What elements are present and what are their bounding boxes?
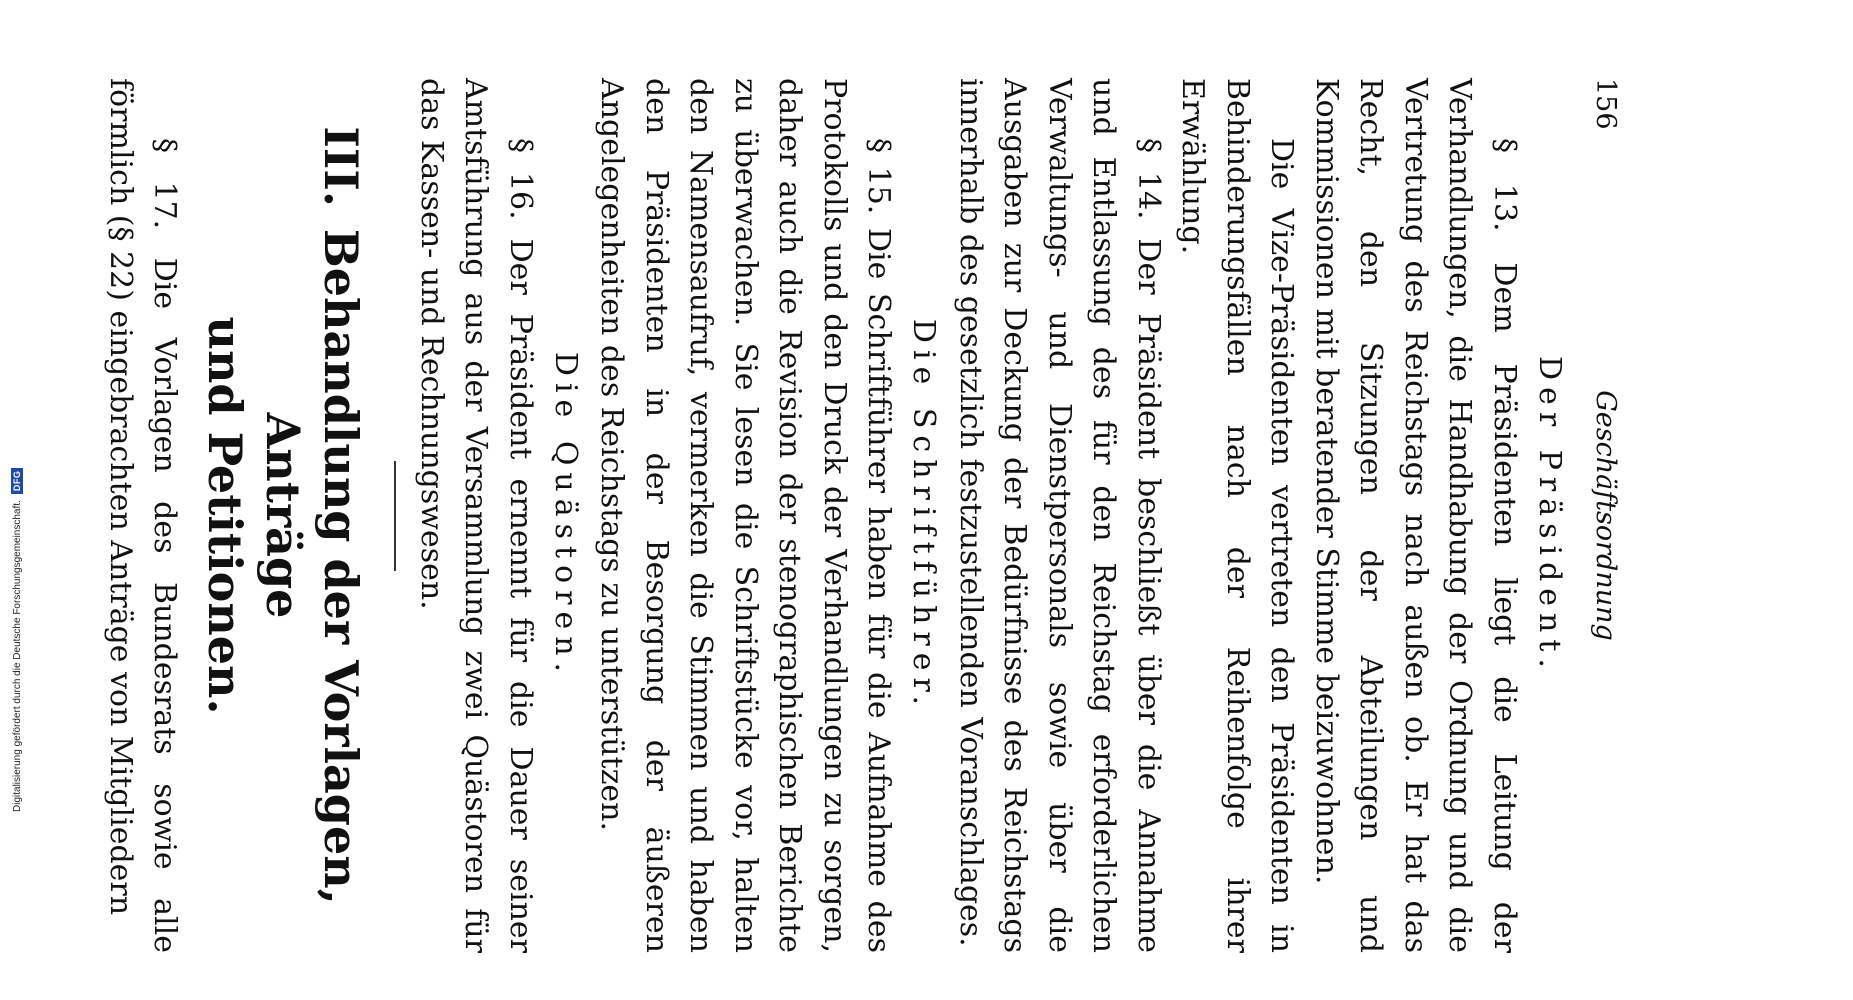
paragraph-15: § 15. Die Schriftführer haben für die Aufnahme des Protokolls und den Druck der Verhandlungen zu sorgen, daher auch die Revision der stenographischen Berichte zu überwachen. Sie lesen die Schriftstücke vor, halten den Namensaufruf, vermerken die Stimmen und haben den Präsidenten in der Besorgung der äußeren Angelegenheiten des Reichstags zu unterstützen. (594, 78, 897, 953)
paragraph-vize-praesidenten: Die Vize-Präsidenten vertreten den Präsidenten in Behinderungsfällen nach der Reihenfolge ihrer Erwählung. (1175, 78, 1300, 953)
paragraph-14: § 14. Der Präsident beschließt über die Annahme und Entlassung des für den Reichstag erforderlichen Verwaltungs- und Dienstpersonals sowie über die Ausgaben zur Deckung der Bedürfnisse des Reichstags innerhalb des gesetzlich festzustellenden Voranschlages. (953, 78, 1166, 953)
page-number: 156 (1590, 78, 1621, 130)
part-title-line-1: Behandlung der Vorlagen, Anträge (256, 228, 369, 905)
book-page (103, 58, 1637, 973)
section-divider (395, 461, 397, 571)
credit-text: Digitalisierung gefördert durch die Deutsche Forschungsgemeinschaft. (11, 500, 23, 812)
paragraph-16: § 16. Der Präsident ernennt für die Dauer seiner Amtsführung aus der Versammlung zwei Quästoren für das Kassen- und Rechnungswesen. (414, 78, 538, 953)
part-title-line-2: und Petitionen. (198, 316, 253, 715)
page-header (1573, 78, 1627, 953)
paragraph-17: § 17. Die Vorlagen des Bundesrats sowie alle förmlich (§ 22) eingebrachten Anträge von Mitgliedern (103, 78, 183, 953)
part-heading (197, 78, 371, 953)
digitization-credit (0, 0, 22, 1000)
section-heading-quaestoren: Die Quästoren. (548, 351, 583, 680)
section-heading-praesident: Der Präsident. (1532, 356, 1567, 675)
dfg-logo: DFG (11, 468, 23, 495)
section-heading-schriftfuehrer: Die Schriftführer. (906, 318, 942, 713)
running-head: Geschäftsordnung (1590, 390, 1621, 641)
paragraph-13: § 13. Dem Präsidenten liegt die Leitung der Verhandlungen, die Handhabung der Ordnung und die Vertretung des Reichstags nach außen ob. Er hat das Recht, den Sitzungen der Abteilungen und Kommissionen mit beratender Stimme beizuwohnen. (1309, 78, 1522, 953)
part-number: III. (314, 126, 369, 207)
